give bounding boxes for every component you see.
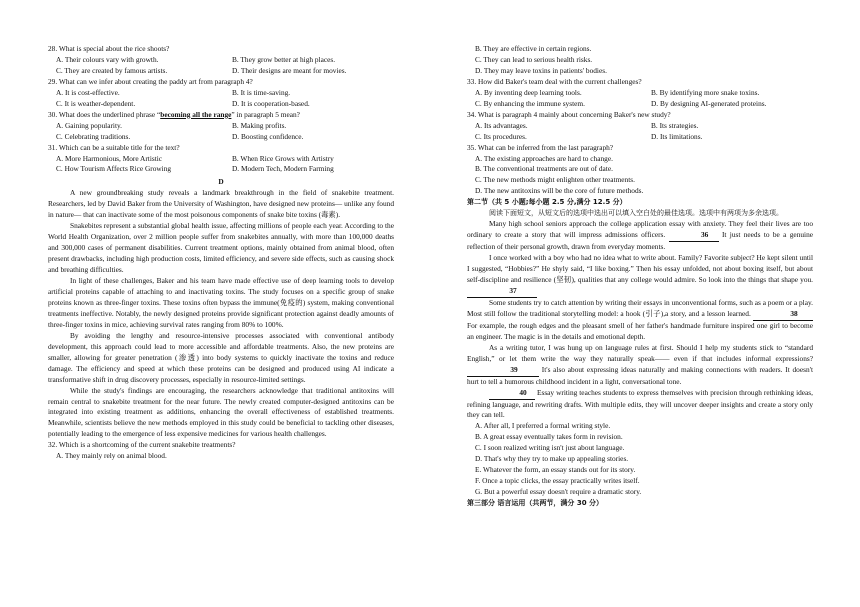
- option: D. By designing AI-generated proteins.: [651, 98, 767, 108]
- option: B. They grow better at high places.: [232, 54, 336, 64]
- cloze-text: As a writing tutor, I was hung up on language rules at first. Should I help my students stick to “standard English,” or let them write the way they naturally speak—— even if that includes informal expressions?: [467, 342, 813, 363]
- cloze-paragraph-2: [467, 253, 813, 298]
- option: B. Its strategies.: [651, 120, 699, 130]
- blank-38: 38: [753, 309, 813, 321]
- choice: E. Whatever the form, an essay stands out for its story.: [475, 465, 636, 475]
- option: C. Its procedures.: [475, 131, 527, 141]
- cloze-text: Some students try to catch attention by writing their essays in unconventional forms, such as a poem or a play. Most still follow the traditional storytelling model: a hook (引子),a story, and a lesson learned.: [467, 297, 814, 318]
- option: D. Modern Tech, Modern Farming: [232, 164, 334, 174]
- choice: C. I soon realized writing isn't just about language.: [475, 443, 625, 453]
- option: A. By inventing deep learning tools.: [475, 87, 582, 97]
- cloze-text: It's also about expressing ideas naturally and making connections with readers. It doesn't hurt to tell a humorous childhood incident in a light, conversational tone.: [467, 364, 813, 386]
- option: C. It is weather-dependent.: [56, 98, 136, 108]
- question-30-stem-post: ” in paragraph 5 mean?: [231, 109, 300, 119]
- passage-paragraph: Snakebites represent a substantial global health issue, affecting millions of people each year. According to the World Health Organization, over 2 million people suffer from snakebites annually, with more than 100,000 deaths and 300,000 cases of permanent disabilities. Current treatment options, mainly obtained from animal blood, often present drawbacks, including high production costs, limited efficiency, and severe side effects, such as causing shock and breathing difficulties.: [48, 221, 394, 275]
- option: C. By enhancing the immune system.: [475, 98, 585, 108]
- option: A. Its advantages.: [475, 120, 528, 130]
- option: D. Their designs are meant for movies.: [232, 65, 347, 75]
- cloze-paragraph-3: [467, 298, 813, 343]
- option: A. Their colours vary with growth.: [56, 54, 159, 64]
- question-33-stem: 33. How did Baker's team deal with the current challenges?: [467, 76, 642, 86]
- choice: G. But a powerful essay doesn't require a dramatic story.: [475, 487, 642, 497]
- cloze-text: Many high school seniors approach the college application essay with anxiety. They feel their lives are too ordinary to create a story that will impress admissions officers.: [467, 219, 813, 240]
- option: C. Celebrating traditions.: [56, 131, 131, 141]
- part-3-title: 第三部分 语言运用（共两节，满分 30 分）: [467, 499, 604, 508]
- section-2-title: 第二节（共 5 小题;每小题 2.5 分,满分 12.5 分）: [467, 198, 627, 207]
- question-35-stem: 35. What can be inferred from the last paragraph?: [467, 142, 614, 152]
- question-29-stem: 29. What can we infer about creating the paddy art from paragraph 4?: [48, 76, 253, 86]
- question-28-options-cd: [48, 66, 394, 77]
- question-34-stem: 34. What is paragraph 4 mainly about concerning Baker's new study?: [467, 109, 671, 119]
- underlined-phrase: becoming all the range: [160, 109, 232, 119]
- option: B. They are effective in certain regions.: [475, 44, 592, 53]
- blank-36: 36: [669, 230, 719, 242]
- section-2-instructions: 阅读下面短文，从短文后的选项中选出可以填入空白处的最佳选项。选项中有两项为多余选项。: [489, 209, 783, 218]
- choice: F. Once a topic clicks, the essay practically writes itself.: [475, 476, 640, 486]
- blank-39: 39: [467, 365, 539, 377]
- option: A. It is cost-effective.: [56, 87, 120, 97]
- question-30-stem-pre: 30. What does the underlined phrase “: [48, 109, 161, 119]
- option: C. The new methods might enlighten other treatments.: [475, 175, 635, 185]
- cloze-text: Essay writing teaches students to express themselves with precision through rethinking ideas, refining language, and rewriting drafts. With multiple edits, they will uncover deeper insights and create a story only they can tell.: [467, 387, 813, 420]
- question-33-options-ab: [467, 88, 813, 99]
- section-d-heading: D: [218, 177, 224, 187]
- blank-40: 40: [489, 388, 535, 400]
- right-column: [467, 44, 813, 509]
- option: B. The conventional treatments are out of date.: [475, 164, 613, 174]
- passage-paragraph: In light of these challenges, Baker and his team have made effective use of deep learning tools to develop artificial proteins capable of attaching to and inactivating toxins. The study focuses on a specific group of snake proteins known as three-finger toxins. These toxins often bypass the immune(免疫的) system, making conventional treatments ineffective. Notably, the newly designed proteins provide significant protection against deadly amounts of three-finger toxins in mice, achieving survival rates ranging from 80% to 100%.: [48, 276, 394, 329]
- option: A. They mainly rely on animal blood.: [56, 451, 167, 461]
- question-30-stem: [48, 110, 394, 121]
- question-32-stem: 32. Which is a shortcoming of the current snakebite treatments?: [48, 440, 236, 450]
- option: B. Making profits.: [232, 120, 287, 130]
- question-28-options-ab: [48, 55, 394, 66]
- question-30-options-ab: [48, 121, 394, 132]
- passage-paragraph: A new groundbreaking study reveals a landmark breakthrough in the field of snakebite treatment. Researchers, led by David Baker from the University of Washington, have designed new proteins— unlike any found in nature— that can inactivate some of the most poisonous components of snake bite toxins (毒素).: [48, 188, 394, 220]
- option: C. They are created by famous artists.: [56, 65, 168, 75]
- option: B. When Rice Grows with Artistry: [232, 153, 334, 163]
- option: B. It is time-saving.: [232, 87, 291, 97]
- option: D. The new antitoxins will be the core of future methods.: [475, 186, 644, 196]
- option: C. How Tourism Affects Rice Growing: [56, 164, 172, 174]
- passage-paragraph: By avoiding the lengthy and resource-intensive processes associated with conventional antibody development, this approach could lead to more accessible and affordable treatments. Also, the new proteins are smaller, allowing for greater penetration (渗透) into body systems to quickly inactivate the toxins and reduce damage. The efficiency and speed at which these proteins can be designed and produced using AI indicate a transformative shift in drug discovery processes, especially in resource-limited settings.: [48, 330, 394, 384]
- choice: B. A great essay eventually takes form in revision.: [475, 432, 623, 442]
- question-33-options-cd: [467, 99, 813, 110]
- question-31-options-cd: [48, 164, 394, 175]
- option: D. Its limitations.: [651, 131, 703, 141]
- question-29-options-cd: [48, 99, 394, 110]
- cloze-paragraph-1: [467, 219, 813, 253]
- option: A. More Harmonious, More Artistic: [56, 153, 163, 163]
- left-column: [48, 44, 394, 462]
- question-30-options-cd: [48, 132, 394, 143]
- question-29-options-ab: [48, 88, 394, 99]
- option: B. By identifying more snake toxins.: [651, 87, 760, 97]
- question-34-options-ab: [467, 121, 813, 132]
- cloze-text: It just needs to be a genuine reflection of their personal growth, drawn from everyday moments.: [467, 230, 814, 252]
- option: D. They may leave toxins in patients' bodies.: [475, 65, 607, 75]
- choice: D. That's why they try to make up appealing stories.: [475, 454, 629, 464]
- option: A. The existing approaches are hard to change.: [475, 153, 613, 163]
- question-34-options-cd: [467, 132, 813, 143]
- question-31-stem: 31. Which can be a suitable title for the text?: [48, 142, 180, 152]
- cloze-text: I once worked with a boy who had no idea what to write about. Family? Favorite subject? He kept silent until I suggested, “Hobbies?” He shyly said, “I like boxing.” Then his essay unfolded, not about boxing itself, but about self-discipline and resilience (坚韧), qualities that any college would admire. So look into the things that shape you.: [467, 253, 813, 285]
- passage-paragraph: While the study's findings are encouraging, the researchers acknowledge that traditional antitoxins will remain central to snakebite treatment for the near future. The newly created computer-designed antitoxins can be integrated into existing treatment as additions, enhancing the overall effectiveness of established treatments. Meanwhile, scientists believe the new methods employed in this study could be beneficial to tackling other diseases, potentially leading to the emergence of less expensive medicines for various health challenges.: [48, 385, 394, 439]
- cloze-paragraph-4: [467, 343, 813, 388]
- option: C. They can lead to serious health risks.: [475, 54, 593, 64]
- blank-37: 37: [467, 286, 537, 298]
- question-31-options-ab: [48, 154, 394, 165]
- cloze-paragraph-5: [467, 388, 813, 422]
- option: D. Boosting confidence.: [232, 131, 304, 141]
- choice: A. After all, I preferred a formal writing style.: [475, 421, 611, 431]
- option: A. Gaining popularity.: [56, 120, 123, 130]
- option: D. It is cooperation-based.: [232, 98, 310, 108]
- question-28-stem: 28. What is special about the rice shoots?: [48, 44, 170, 53]
- cloze-text: For example, the rough edges and the pleasant smell of her father's handmade furniture inspired one girl to become an engineer. The magic is in the details and emotional depth.: [467, 320, 813, 341]
